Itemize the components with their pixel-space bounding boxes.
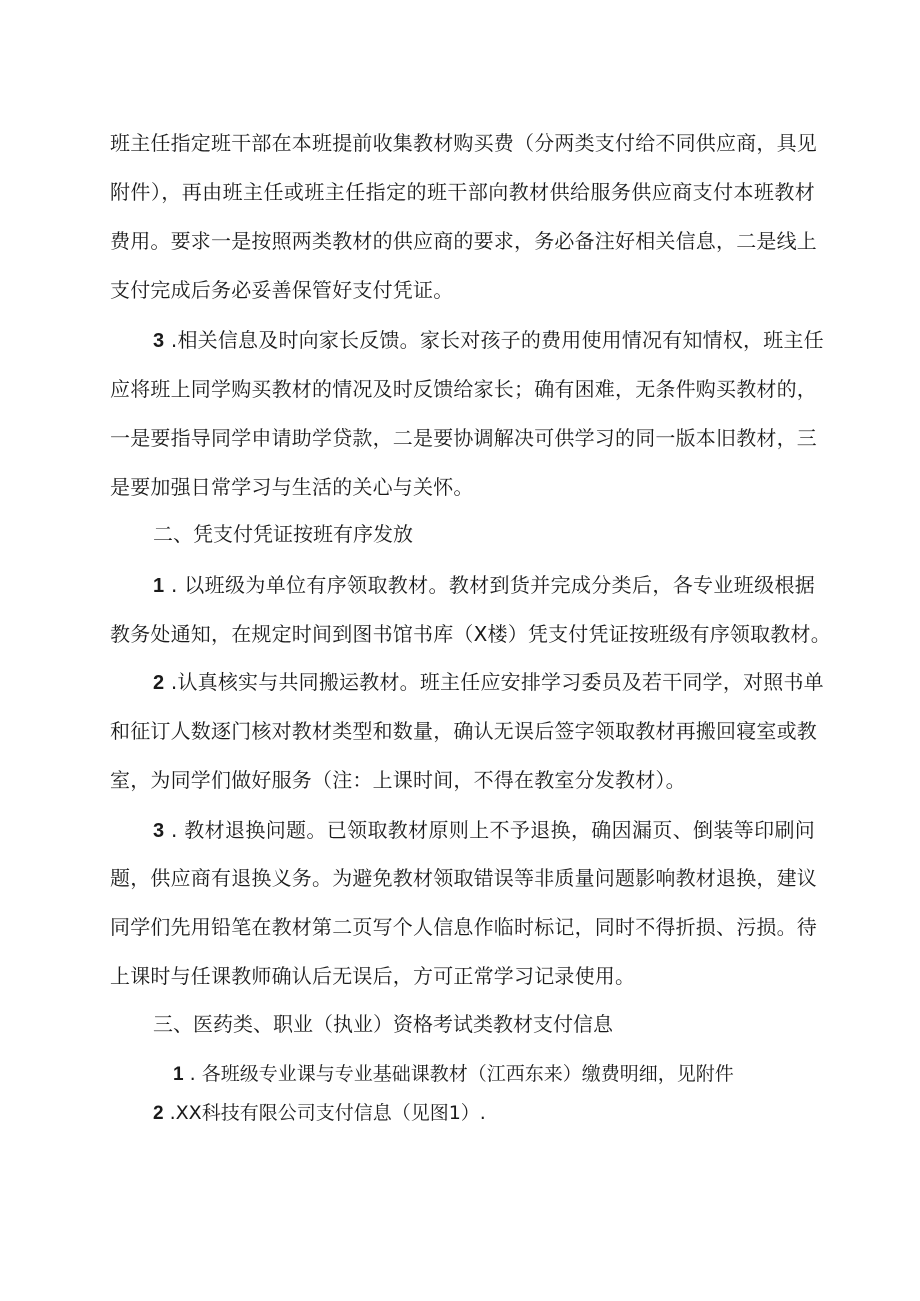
section-heading-3: 三、医药类、职业（执业）资格考试类教材支付信息 xyxy=(153,1012,613,1036)
paragraph-1-line-2: 附件），再由班主任或班主任指定的班干部向教材供给服务供应商支付本班教材 xyxy=(110,180,815,204)
paragraph-4-line-3: 室，为同学们做好服务（注：上课时间，不得在教室分发教材）。 xyxy=(110,768,686,792)
list-item-1-number: 1 xyxy=(173,1064,184,1085)
paragraph-5-number: 3 xyxy=(153,820,165,842)
paragraph-2-line-4: 是要加强日常学习与生活的关心与关怀。 xyxy=(110,475,474,499)
paragraph-4-line-2: 和征订人数逐门核对教材类型和数量，确认无误后签字领取教材再搬回寝室或教 xyxy=(110,719,817,743)
paragraph-3-number: 1 xyxy=(153,575,165,597)
paragraph-5-line-3: 同学们先用铅笔在教材第二页写个人信息作临时标记，同时不得折损、污损。待 xyxy=(110,915,817,939)
paragraph-3-line-2: 教务处通知，在规定时间到图书馆书库（X楼）凭支付凭证按班级有序领取教材。 xyxy=(110,622,831,646)
paragraph-1-line-1: 班主任指定班干部在本班提前收集教材购买费（分两类支付给不同供应商，具见 xyxy=(110,131,817,155)
paragraph-2-line-1 xyxy=(153,328,824,353)
paragraph-4-line-1-text: .认真核实与共同搬运教材。班主任应安排学习委员及若干同学，对照书单 xyxy=(164,670,824,694)
paragraph-1-line-3: 费用。要求一是按照两类教材的供应商的要求，务必备注好相关信息，二是线上 xyxy=(110,229,817,253)
paragraph-3-line-1-text: . 以班级为单位有序领取教材。教材到货并完成分类后，各专业班级根据 xyxy=(164,573,815,597)
list-item-1 xyxy=(173,1062,734,1087)
paragraph-5-line-4: 上课时与任课教师确认后无误后，方可正常学习记录使用。 xyxy=(110,964,636,988)
paragraph-2-line-3: 一是要指导同学申请助学贷款，二是要协调解决可供学习的同一版本旧教材，三 xyxy=(110,426,817,450)
list-item-2 xyxy=(153,1101,486,1126)
paragraph-4-line-1 xyxy=(153,670,824,695)
list-item-2-number: 2 xyxy=(153,1103,164,1124)
list-item-2-text: .XX科技有限公司支付信息（见图1）. xyxy=(163,1102,486,1124)
paragraph-4-number: 2 xyxy=(153,672,165,694)
paragraph-2-number: 3 xyxy=(153,330,165,352)
paragraph-3-line-1 xyxy=(153,573,815,598)
paragraph-2-line-2: 应将班上同学购买教材的情况及时反馈给家长；确有困难，无条件购买教材的， xyxy=(110,377,817,401)
paragraph-2-line-1-text: .相关信息及时向家长反馈。家长对孩子的费用使用情况有知情权，班主任 xyxy=(164,328,824,352)
paragraph-5-line-2: 题，供应商有退换义务。为避免教材领取错误等非质量问题影响教材退换，建议 xyxy=(110,866,817,890)
list-item-1-text: . 各班级专业课与专业基础课教材（江西东来）缴费明细，见附件 xyxy=(183,1063,734,1085)
section-heading-2: 二、凭支付凭证按班有序发放 xyxy=(153,522,413,546)
paragraph-1-line-4: 支付完成后务必妥善保管好支付凭证。 xyxy=(110,278,454,302)
paragraph-5-line-1-text: . 教材退换问题。已领取教材原则上不予退换，确因漏页、倒装等印刷问 xyxy=(164,818,815,842)
paragraph-5-line-1 xyxy=(153,818,815,843)
